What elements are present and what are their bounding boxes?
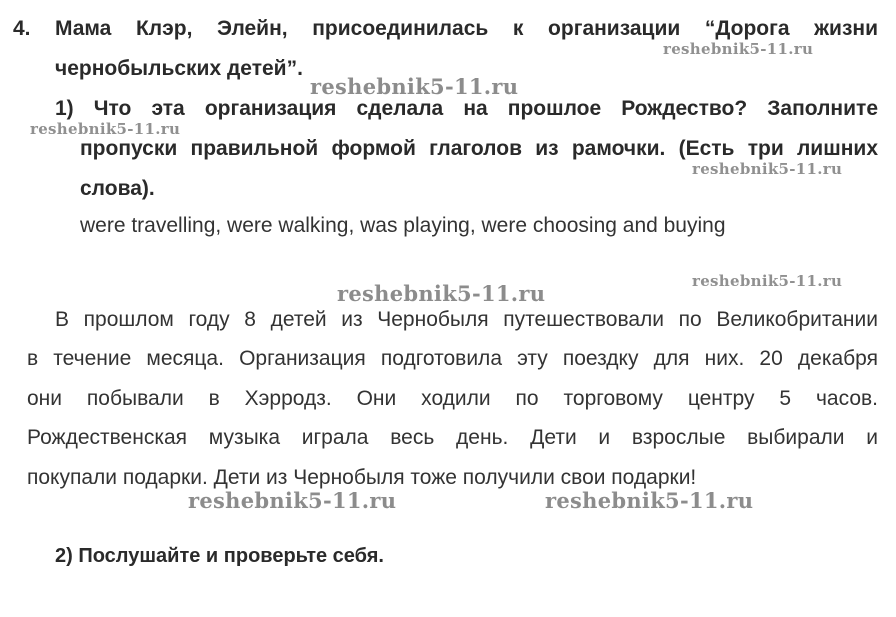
exercise-heading-line-2: чернобыльских детей”.	[55, 57, 303, 80]
translation-line-2: в течение месяца. Организация подготовила эту поездку для них. 20 декабря	[27, 347, 878, 370]
task1-line-2: пропуски правильной формой глаголов из рамочки. (Есть три лишних	[80, 137, 878, 160]
task1-line-1: 1) Что эта организация сделала на прошлое Рождество? Заполните	[55, 97, 878, 120]
watermark: reshebnik5-11.ru	[692, 160, 843, 178]
task1-answer: were travelling, were walking, was playing, were choosing and buying	[80, 214, 726, 237]
watermark: reshebnik5-11.ru	[545, 488, 754, 513]
watermark: reshebnik5-11.ru	[188, 488, 397, 513]
translation-line-5: покупали подарки. Дети из Чернобыля тоже получили свои подарки!	[27, 466, 697, 489]
translation-line-4: Рождественская музыка играла весь день. Дети и взрослые выбирали и	[27, 426, 878, 449]
translation-line-1: В прошлом году 8 детей из Чернобыля путешествовали по Великобритании	[55, 308, 878, 331]
watermark: reshebnik5-11.ru	[692, 272, 843, 290]
watermark: reshebnik5-11.ru	[663, 40, 814, 58]
task1-line-3: слова).	[80, 177, 155, 200]
exercise-heading-line-1: Мама Клэр, Элейн, присоединилась к организации “Дорога жизни	[55, 17, 878, 40]
translation-line-3: они побывали в Хэрродз. Они ходили по торговому центру 5 часов.	[27, 387, 878, 410]
task2-text: 2) Послушайте и проверьте себя.	[55, 545, 384, 567]
exercise-number: 4.	[13, 17, 31, 40]
watermark: reshebnik5-11.ru	[337, 281, 546, 306]
watermark: reshebnik5-11.ru	[30, 120, 181, 138]
watermark: reshebnik5-11.ru	[310, 74, 519, 99]
